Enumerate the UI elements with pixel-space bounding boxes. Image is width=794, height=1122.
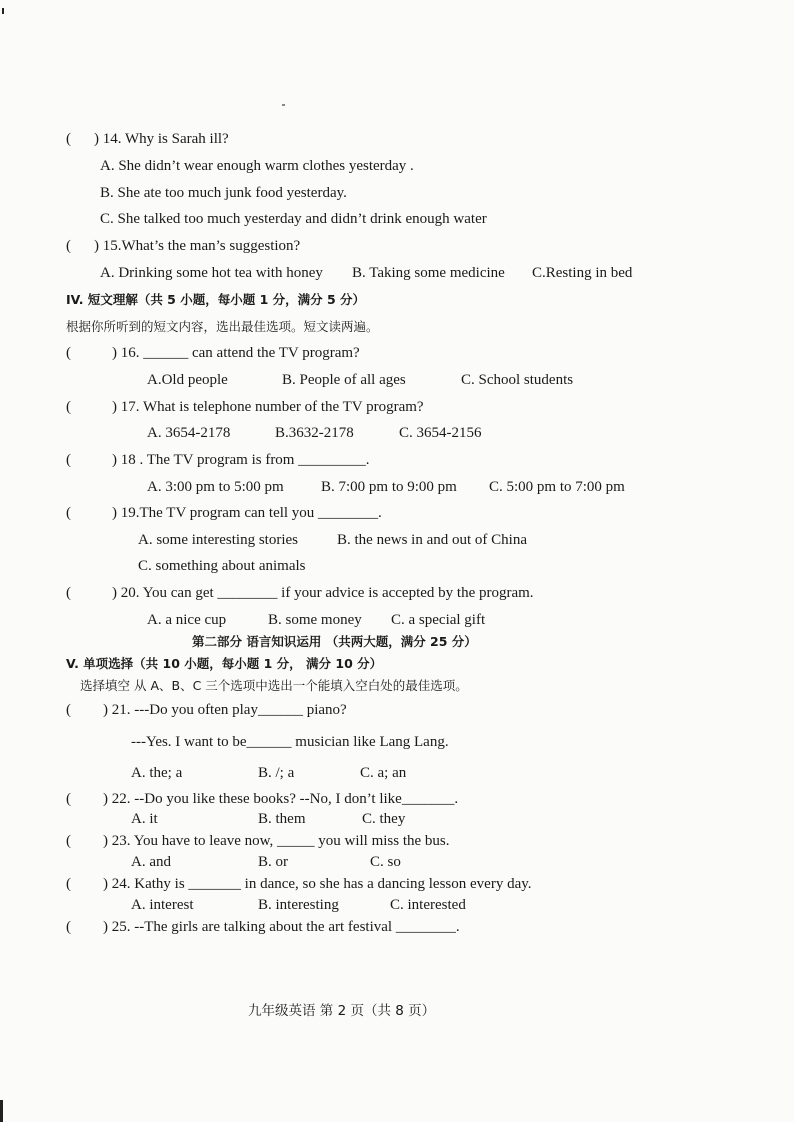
answer-bracket: (	[66, 791, 71, 807]
option-a: A.Old people	[147, 372, 228, 388]
option-b: B. the news in and out of China	[337, 532, 527, 548]
option-b: B. them	[258, 811, 306, 827]
option-a: A. 3:00 pm to 5:00 pm	[147, 479, 284, 495]
option-c: C. 5:00 pm to 7:00 pm	[489, 479, 625, 495]
section-iv-instruction: 根据你所听到的短文内容，选出最佳选项。短文读两遍。	[66, 319, 379, 334]
question-22: ) 22. --Do you like these books? --No, I don’t like_______.	[103, 791, 459, 807]
question-17: ) 17. What is telephone number of the TV program?	[112, 399, 424, 415]
question-21: ) 21. ---Do you often play______ piano?	[103, 702, 347, 718]
question-18: ) 18 . The TV program is from _________.	[112, 452, 370, 468]
section-v-instruction: 选择填空 从 A、B、C 三个选项中选出一个能填入空白处的最佳选项。	[80, 678, 468, 693]
option-b: B. 7:00 pm to 9:00 pm	[321, 479, 457, 495]
option-b: B. Taking some medicine	[352, 265, 505, 281]
answer-bracket: (	[66, 876, 71, 892]
option-b: B. some money	[268, 612, 362, 628]
scan-edge	[0, 1100, 3, 1122]
question-16: ) 16. ______ can attend the TV program?	[112, 345, 360, 361]
answer-bracket: (	[66, 833, 71, 849]
question-23: ) 23. You have to leave now, _____ you will miss the bus.	[103, 833, 450, 849]
option-c: C. She talked too much yesterday and didn’t drink enough water	[100, 211, 487, 227]
question-25: ) 25. --The girls are talking about the art festival ________.	[103, 919, 460, 935]
answer-bracket: (	[66, 585, 71, 601]
scan-mark	[2, 8, 4, 14]
option-c: C. something about animals	[138, 558, 306, 574]
option-c: C. 3654-2156	[399, 425, 482, 441]
option-a: A. and	[131, 854, 171, 870]
option-c: C.Resting in bed	[532, 265, 633, 281]
option-c: C. a special gift	[391, 612, 486, 628]
section-iv-title: IV. 短文理解（共 5 小题，每小题 1 分，满分 5 分）	[66, 292, 366, 307]
answer-bracket: (	[66, 702, 71, 718]
option-b: B.3632-2178	[275, 425, 354, 441]
question-20: ) 20. You can get ________ if your advice is accepted by the program.	[112, 585, 534, 601]
option-a: A. Drinking some hot tea with honey	[100, 265, 323, 281]
answer-bracket: (	[66, 399, 71, 415]
option-c: C. interested	[390, 897, 466, 913]
answer-bracket: (	[66, 919, 71, 935]
page-footer: 九年级英语 第 2 页（共 8 页）	[248, 1003, 436, 1019]
option-a: A. a nice cup	[147, 612, 227, 628]
option-b: B. She ate too much junk food yesterday.	[100, 185, 347, 201]
question-19: ) 19.The TV program can tell you ________.	[112, 505, 382, 521]
question-24: ) 24. Kathy is _______ in dance, so she has a dancing lesson every day.	[103, 876, 532, 892]
question-15: ) 15.What’s the man’s suggestion?	[94, 238, 301, 254]
option-a: A. some interesting stories	[138, 532, 298, 548]
answer-bracket: (	[66, 238, 71, 254]
question-14: ) 14. Why is Sarah ill?	[94, 131, 229, 147]
option-a: A. She didn’t wear enough warm clothes yesterday .	[100, 158, 414, 174]
answer-bracket: (	[66, 452, 71, 468]
option-c: C. they	[362, 811, 406, 827]
answer-bracket: (	[66, 505, 71, 521]
section-v-title: V. 单项选择（共 10 小题，每小题 1 分， 满分 10 分）	[66, 656, 383, 671]
option-c: C. School students	[461, 372, 574, 388]
option-a: A. interest	[131, 897, 194, 913]
option-b: B. interesting	[258, 897, 339, 913]
option-b: B. /; a	[258, 765, 295, 781]
option-c: C. so	[370, 854, 401, 870]
answer-bracket: (	[66, 345, 71, 361]
question-21-reply: ---Yes. I want to be______ musician like Lang Lang.	[131, 734, 449, 750]
answer-bracket: (	[66, 131, 71, 147]
part-two-title: 第二部分 语言知识运用 （共两大题，满分 25 分）	[192, 634, 477, 649]
option-b: B. People of all ages	[282, 372, 406, 388]
option-a: A. 3654-2178	[147, 425, 231, 441]
option-a: A. it	[131, 811, 158, 827]
option-a: A. the; a	[131, 765, 183, 781]
scan-speck	[282, 104, 285, 106]
option-c: C. a; an	[360, 765, 407, 781]
option-b: B. or	[258, 854, 288, 870]
